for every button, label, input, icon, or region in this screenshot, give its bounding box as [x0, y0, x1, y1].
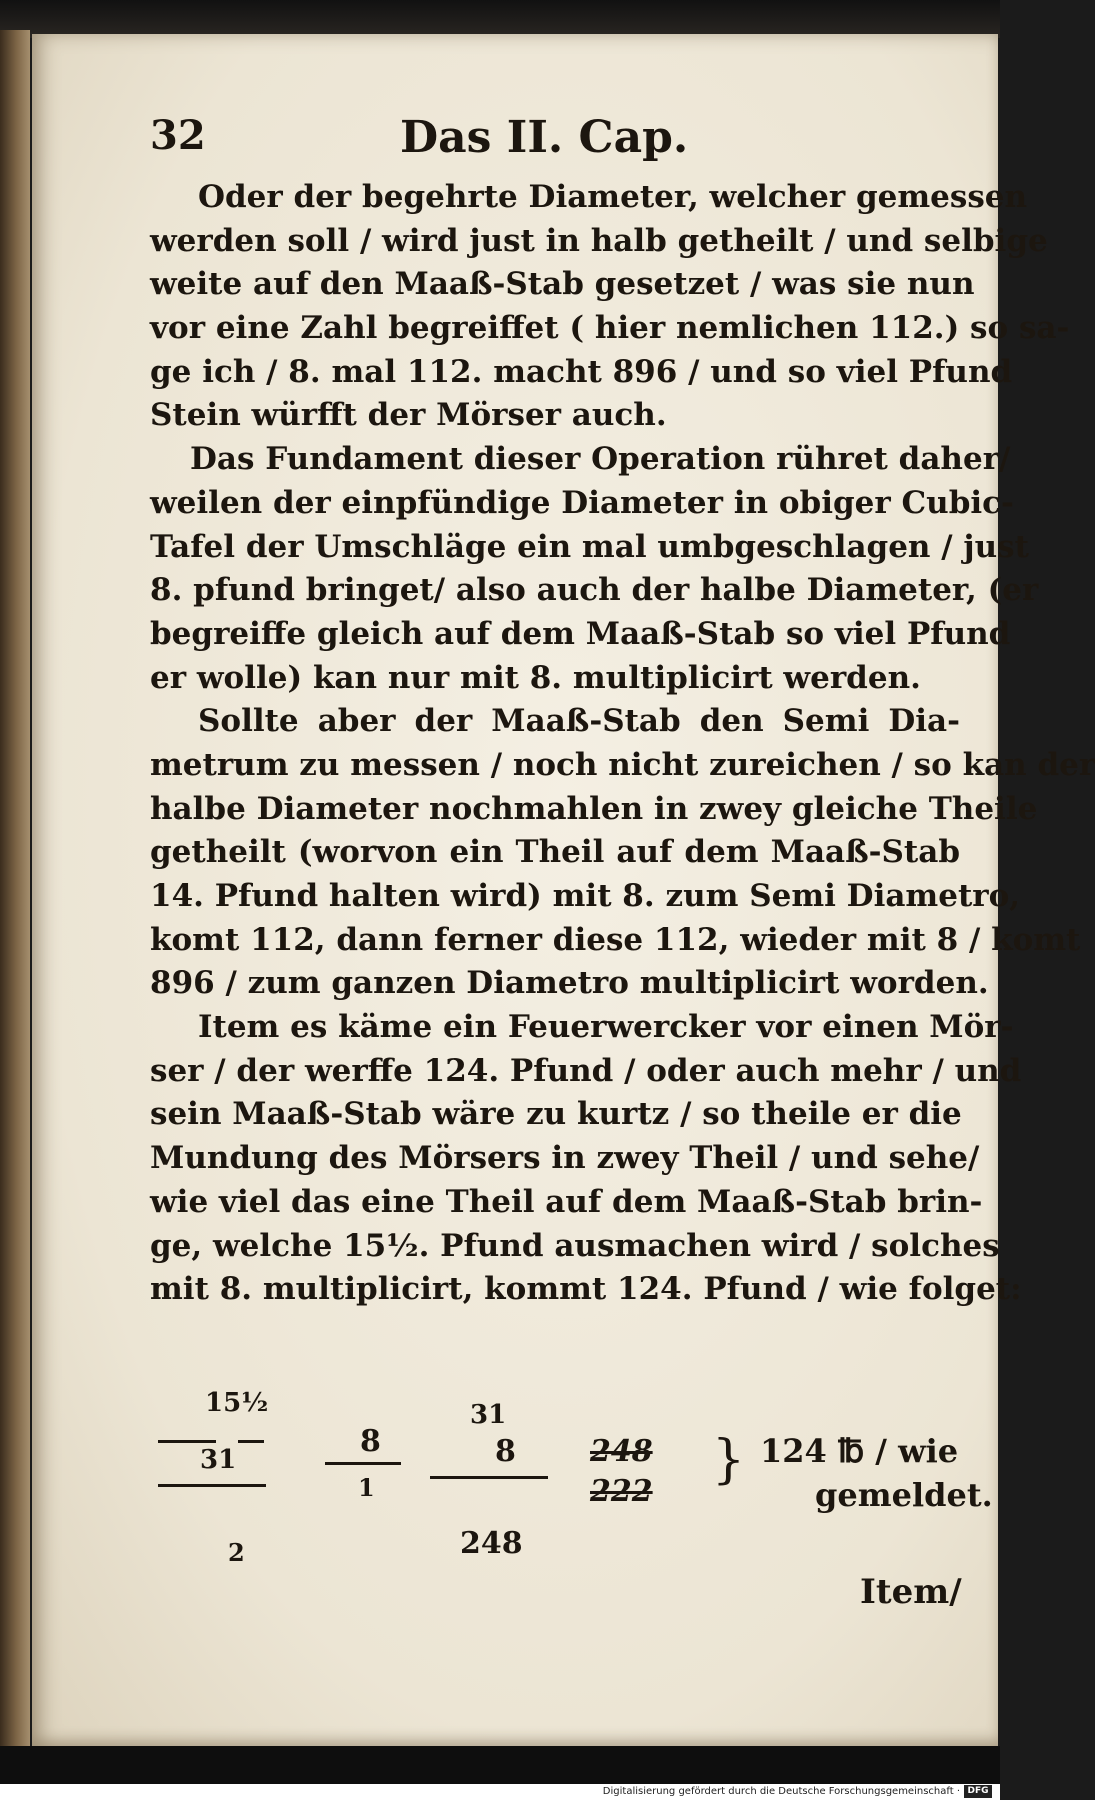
page-header [150, 112, 950, 172]
calc-factor: 8 [495, 1434, 516, 1469]
calc-struck-bottom: 222 [590, 1474, 653, 1509]
text-line: halbe Diameter nochmahlen in zwey gleiche Theile [150, 790, 1038, 827]
text-line: sein Maaß-Stab wäre zu kurtz / so theile er die [150, 1096, 962, 1133]
text-line: Item es käme ein Feuerwercker vor einen Mör- [198, 1009, 1014, 1046]
text-line: Oder der begehrte Diameter, welcher gemessen [198, 179, 1028, 215]
dfg-logo: DFG [964, 1785, 992, 1798]
book-top-edge [0, 0, 1000, 38]
calc-denominator: 2 [228, 1538, 245, 1567]
text-line: begreiffe gleich auf dem Maaß-Stab so viel Pfund [150, 615, 1011, 652]
book-spine [0, 30, 30, 1750]
text-line: 896 / zum ganzen Diametro multiplicirt worden. [150, 965, 989, 1002]
calc-rule [430, 1476, 548, 1479]
text-line: 14. Pfund halten wird) mit 8. zum Semi Diametro, [150, 878, 1021, 914]
text-line: mit 8. multiplicirt, kommt 124. Pfund / wie folget: [150, 1271, 1022, 1308]
text-line: getheilt (worvon ein Theil auf dem Maaß-Stab [150, 834, 960, 871]
calc-result: 124 ℔ / wie [760, 1432, 959, 1470]
calc-multiplier: 8 [360, 1424, 381, 1459]
text-line: komt 112, dann ferner diese 112, wieder mit 8 / komt [150, 921, 1081, 958]
calc-result-note: gemeldet. [815, 1476, 993, 1514]
calc-brace: } [712, 1430, 746, 1490]
calc-fraction-top: 15½ [205, 1388, 269, 1418]
page-number: 32 [150, 112, 206, 159]
text-line: vor eine Zahl begreiffet ( hier nemlichen 112.) so sa- [150, 310, 1070, 347]
text-line: ge ich / 8. mal 112. macht 896 / und so viel Pfund [150, 353, 1013, 390]
running-head: Das II. Cap. [400, 112, 689, 163]
calc-rule [238, 1440, 264, 1443]
text-line: Sollte aber der Maaß-Stab den Semi Dia- [198, 703, 960, 740]
text-line: metrum zu messen / noch nicht zureichen / so kan der [150, 746, 1095, 783]
catchword: Item/ [860, 1572, 962, 1612]
calculation-block [150, 1388, 993, 1598]
body-text [150, 176, 1095, 1312]
calc-struck-top: 248 [590, 1434, 653, 1469]
text-line: Tafel der Umschläge ein mal umbgeschlagen / just [150, 528, 1029, 565]
text-line: Mundung des Mörsers in zwey Theil / und sehe/ [150, 1140, 980, 1177]
text-line: ser / der werffe 124. Pfund / oder auch mehr / und [150, 1052, 1022, 1089]
book-bottom-edge [0, 1746, 1000, 1784]
funding-note: Digitalisierung gefördert durch die Deutsche Forschungsgemeinschaft · [602, 1786, 960, 1797]
calc-rule [325, 1462, 401, 1465]
text-line: ge, welche 15½. Pfund ausmachen wird / solches [150, 1227, 1000, 1264]
text-line: 8. pfund bringet/ also auch der halbe Diameter, (er [150, 572, 1039, 609]
calc-carry: 31 [470, 1400, 507, 1430]
text-line: Stein würfft der Mörser auch. [150, 397, 667, 434]
text-line: er wolle) kan nur mit 8. multiplicirt werden. [150, 659, 921, 696]
text-line: weite auf den Maaß-Stab gesetzet / was sie nun [150, 266, 975, 303]
calc-multiplier-denominator: 1 [358, 1473, 375, 1502]
calc-rule [158, 1440, 216, 1443]
text-line: wie viel das eine Theil auf dem Maaß-Stab brin- [150, 1183, 983, 1220]
calc-numerator: 31 [200, 1445, 237, 1475]
text-line: Das Fundament dieser Operation rühret daher/ [190, 441, 1011, 478]
calc-product: 248 [460, 1526, 523, 1561]
calc-rule [158, 1484, 266, 1487]
text-line: weilen der einpfündige Diameter in obiger Cubic- [150, 484, 1014, 521]
text-line: werden soll / wird just in halb getheilt / und selbige [150, 222, 1048, 259]
